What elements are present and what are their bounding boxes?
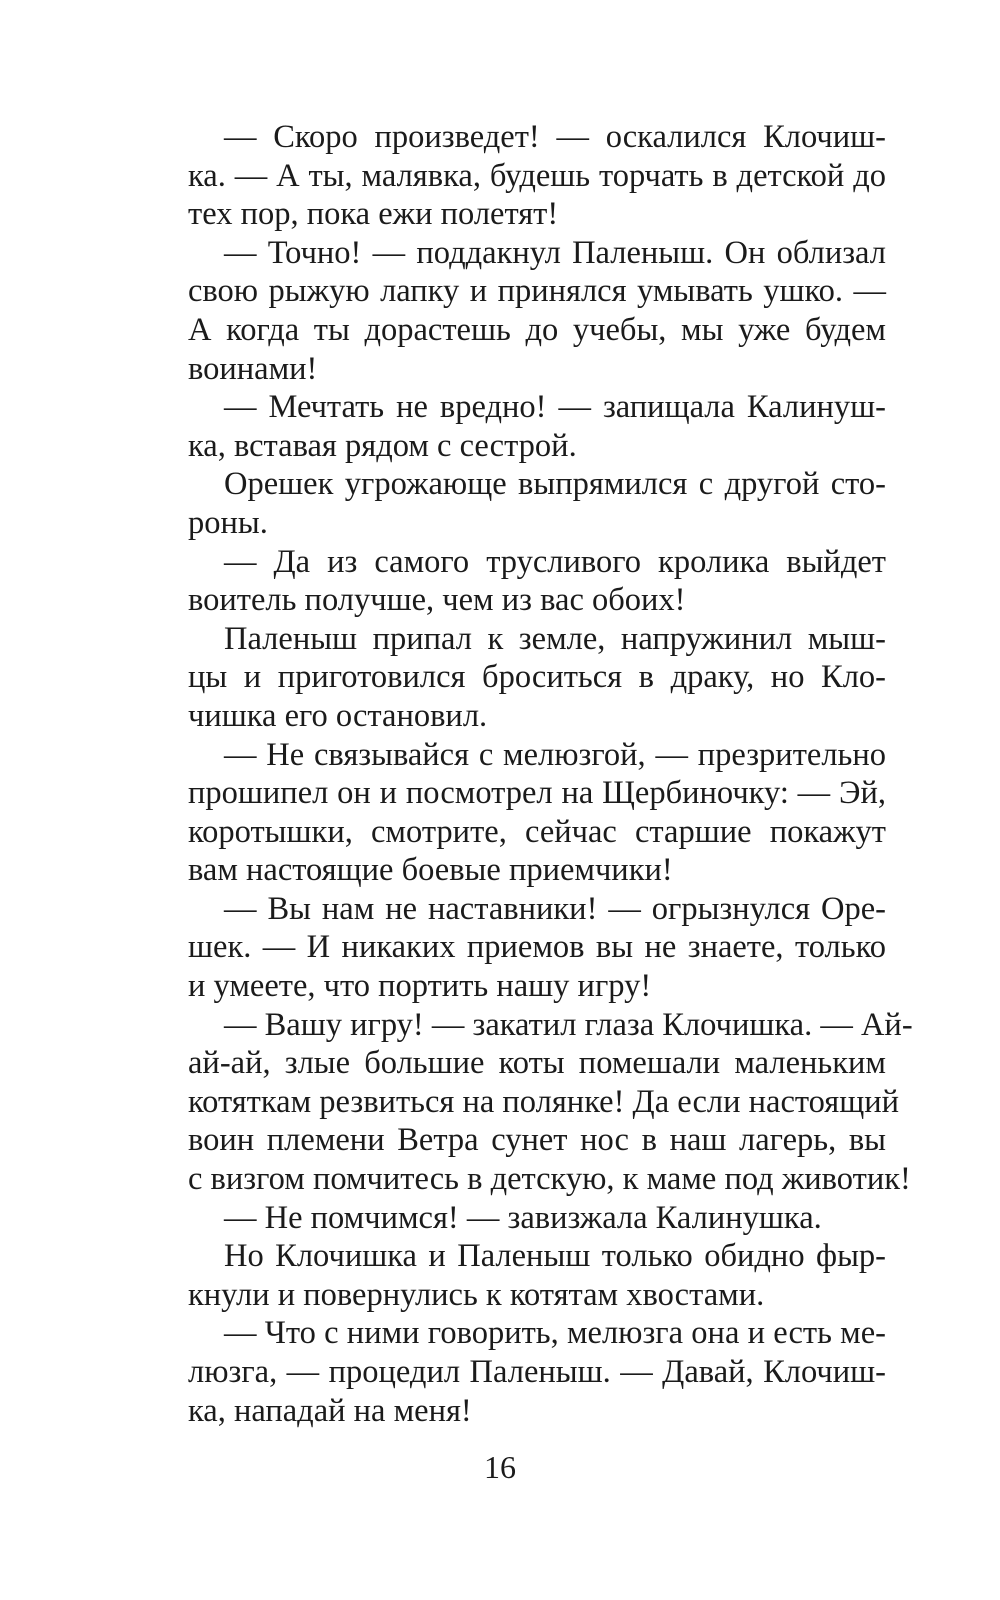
paragraph (152, 234, 886, 388)
text-line: ка. — А ты, малявка, будешь торчать в детской до (188, 157, 886, 194)
body-text (152, 118, 913, 1430)
text-line: Орешек угрожающе выпрямился с другой сто- (224, 466, 886, 503)
text-line: чишка его остановил. (188, 697, 488, 734)
text-line: ай-ай, злые большие коты помешали маленьким (188, 1045, 886, 1082)
text-line: А когда ты дорастешь до учебы, мы уже будем (188, 311, 886, 348)
text-line: роны. (188, 504, 268, 541)
text-line: Паленыш припал к земле, напружинил мыш- (224, 620, 886, 657)
text-line: — Что с ними говорить, мелюзга она и есть ме- (224, 1315, 886, 1352)
text-line: коротышки, смотрите, сейчас старшие покажут (188, 813, 886, 850)
text-line: цы и приготовился броситься в драку, но Кло- (188, 659, 886, 696)
text-line: воитель получше, чем из вас обоих! (188, 582, 686, 619)
paragraph (152, 1237, 886, 1314)
text-line: — Точно! — поддакнул Паленыш. Он облизал (224, 234, 886, 271)
text-line: ка, нападай на меня! (188, 1392, 472, 1429)
text-line: тех пор, пока ежи полетят! (188, 196, 559, 233)
paragraph (152, 620, 886, 736)
paragraph (152, 388, 886, 465)
paragraph (152, 1199, 886, 1238)
text-line: котяткам резвиться на полянке! Да если настоящий (188, 1083, 900, 1120)
text-line: прошипел он и посмотрел на Щербиночку: — Эй, (188, 775, 886, 812)
text-line: вам настоящие боевые приемчики! (188, 852, 673, 889)
text-line: шек. — И никаких приемов вы не знаете, только (188, 929, 886, 966)
paragraph (152, 1006, 913, 1199)
text-line: — Вашу игру! — закатил глаза Клочишка. — Ай- (224, 1006, 913, 1043)
text-line: — Не связывайся с мелюзгой, — презрительно (224, 736, 886, 773)
text-line: — Вы нам не наставники! — огрызнулся Оре- (224, 890, 886, 927)
text-line: — Скоро произведет! — оскалился Клочиш- (224, 119, 886, 155)
text-line: — Да из самого трусливого кролика выйдет (224, 543, 886, 580)
paragraph (152, 1314, 886, 1430)
paragraph (152, 736, 886, 890)
text-line: воин племени Ветра сунет нос в наш лагерь, вы (188, 1122, 886, 1159)
text-line: — Мечтать не вредно! — запищала Калинуш- (224, 389, 886, 426)
text-line: воинами! (188, 350, 318, 387)
text-line: Но Клочишка и Паленыш только обидно фыр- (224, 1238, 886, 1275)
text-line: ка, вставая рядом с сестрой. (188, 427, 577, 464)
paragraph (152, 118, 886, 234)
paragraph (152, 465, 886, 542)
paragraph (152, 890, 886, 1006)
text-line: с визгом помчитесь в детскую, к маме под животик! (188, 1161, 911, 1198)
page-number: 16 (484, 1449, 516, 1485)
text-line: кнули и повернулись к котятам хвостами. (188, 1276, 765, 1313)
text-line: — Не помчимся! — завизжала Калинушка. (224, 1199, 822, 1236)
paragraph (152, 543, 886, 620)
text-line: свою рыжую лапку и принялся умывать ушко. — (188, 273, 886, 310)
text-line: и умеете, что портить нашу игру! (188, 968, 652, 1005)
text-line: люзга, — процедил Паленыш. — Давай, Клочиш- (188, 1354, 886, 1390)
